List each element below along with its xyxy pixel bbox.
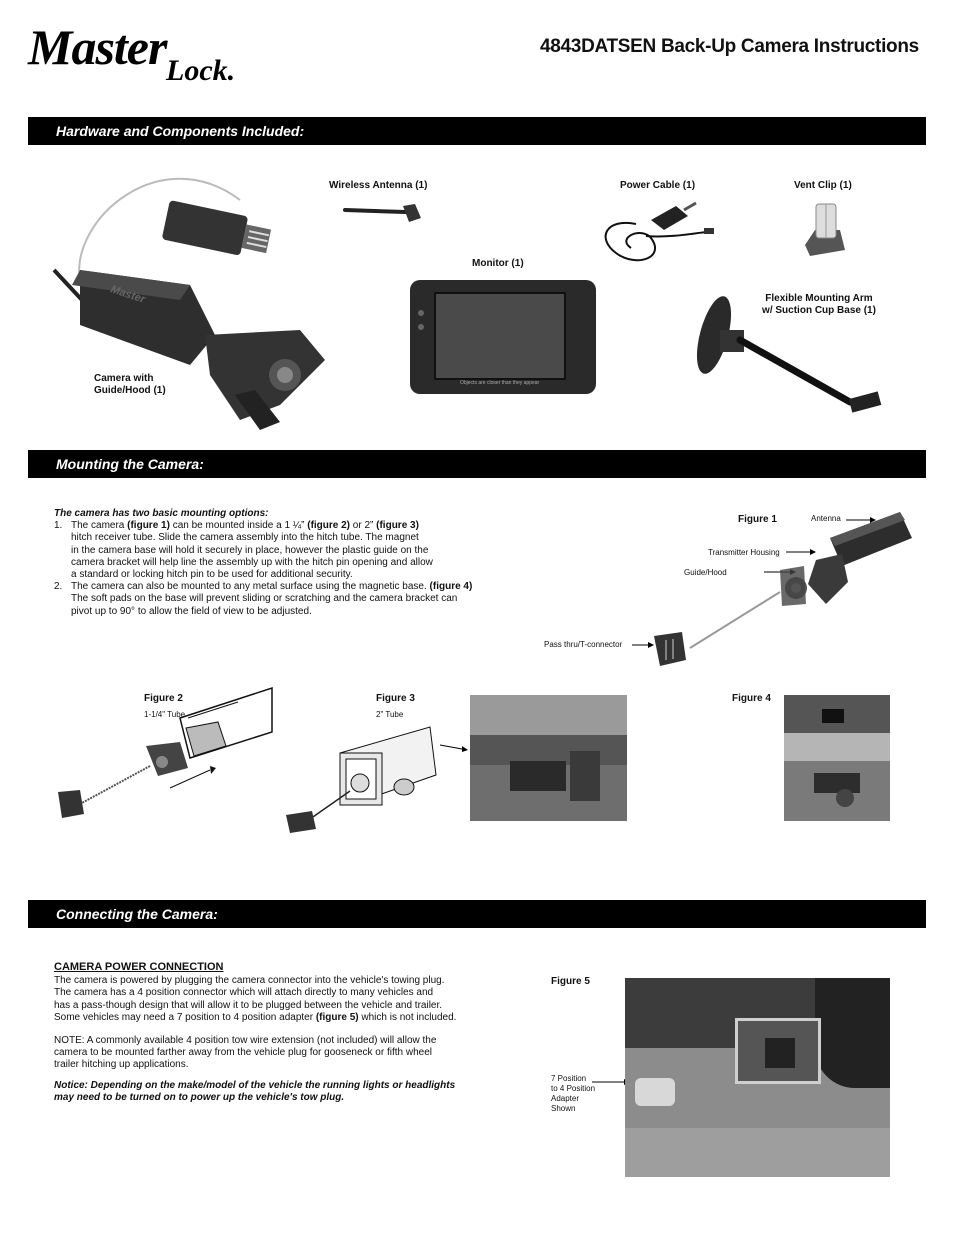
figure2-subtitle: 1-1/4" Tube [144,710,186,719]
figure2-illustration [50,686,275,826]
figure4-photo [784,695,890,821]
figure5-caption-line2: to 4 Position [551,1084,596,1093]
figure3-photo-bracket [570,751,600,801]
opt1-figure2-ref: (figure 2) [307,520,351,532]
antenna-label: Wireless Antenna (1) [329,180,428,191]
figure3-photo-bumper [470,695,627,735]
figure4-photo-bumper [784,733,890,761]
figure5-caption [551,1074,595,1114]
opt1-line5: a standard or locking hitch pin to be used for additional security. [71,569,353,581]
figure5-photo-tire [815,978,890,1088]
figure5-photo-ground [625,1128,890,1177]
mounting-option-2-num: 2. [54,581,63,593]
opt1-line2: hitch receiver tube. Slide the camera assembly into the hitch tube. The magnet [71,532,419,544]
connecting-notice-line1: Notice: Depending on the make/model of the vehicle the running lights or headlights [54,1079,456,1091]
figure4-photo-hitch [814,773,860,793]
opt1-text-b: can be mounted inside a 1 ¼” [169,520,308,532]
monitor-button-icon [418,310,424,316]
figure1-guide-label: Guide/Hood [684,568,727,577]
monitor-caption: Objects are closer than they appear [460,380,540,386]
section-title-connecting: Connecting the Camera: [56,906,218,922]
connecting-p2-line2: camera to be mounted farther away from the vehicle plug for gooseneck or fifth wheel [54,1047,432,1059]
vent-clip-label: Vent Clip (1) [794,180,852,191]
camera-label-line2: Guide/Hood (1) [94,385,166,396]
connecting-p1-line2: The camera has a 4 position connector which will attach directly to many vehicles and [54,987,434,999]
connecting-p1-line1: The camera is powered by plugging the camera connector into the vehicle's towing plug. [54,975,445,987]
connecting-p1-line3: has a pass-though design that will allow it to be plugged between the vehicle and trailer. [54,999,443,1011]
section-title-hardware: Hardware and Components Included: [56,123,305,139]
arm-illustration [690,290,890,430]
mounting-option-1 [54,520,534,581]
opt1-text-a: The camera [71,520,128,532]
figure1-transmitter-label: Transmitter Housing [708,548,780,557]
opt1-line4: camera bracket will help line the assembly up with the hitch pin opening and allow [71,556,433,568]
section-bar-hardware [28,117,926,145]
camera-label [94,373,166,397]
figure4-photo-ball [836,789,854,807]
figure2-title: Figure 2 [144,693,183,704]
section-bar-connecting [28,900,926,928]
connecting-notice-line2: may need to be turned on to power up the vehicle's tow plug. [54,1091,345,1103]
mounting-intro: The camera has two basic mounting options: [54,508,269,519]
mounting-instructions [54,508,534,618]
figure1-pass-label: Pass thru/T-connector [544,640,623,649]
camera-illustration [40,160,330,430]
camera-label-line1: Camera with [94,373,154,384]
figure5-photo-adapter [635,1078,675,1106]
arm-label-line2: w/ Suction Cup Base (1) [762,305,876,316]
opt1-text-c: or 2” [350,520,377,532]
connecting-figure5-ref: (figure 5) [315,1011,359,1023]
power-cable-illustration [596,198,720,268]
section-bar-mounting [28,450,926,478]
figure3-photo-hitch [510,761,566,791]
opt2-figure4-ref: (figure 4) [429,581,473,593]
opt2-line2: The soft pads on the base will prevent sliding or scratching and the camera bracket can [71,593,458,605]
connecting-p1-line4c: which is not included. [358,1011,457,1023]
mounting-option-2 [54,581,534,618]
figure3-photo [470,695,627,821]
opt1-figure1-ref: (figure 1) [127,520,170,532]
opt1-line3: in the camera base will hold it securely in place, however the plastic guide on the [71,544,429,556]
arm-label-line1: Flexible Mounting Arm [765,293,873,304]
figure5-caption-line4: Shown [551,1104,576,1113]
connecting-p1-line4a: Some vehicles may need a 7 position to 4 position adapter [54,1011,316,1023]
monitor-illustration [410,280,596,394]
figure1-antenna-label: Antenna [811,514,841,523]
opt2-line3: pivot up to 90° to allow the field of view to be adjusted. [71,605,312,617]
connecting-heading: CAMERA POWER CONNECTION [54,961,224,973]
figure5-caption-line1: 7 Position [551,1074,587,1083]
power-cable-label: Power Cable (1) [620,180,696,191]
antenna-illustration [343,200,423,228]
vent-clip-illustration [800,200,850,260]
figure4-title: Figure 4 [732,693,771,704]
figure5-photo [625,978,890,1177]
figure3-subtitle: 2" Tube [376,710,404,719]
figure3-illustration [280,725,470,835]
brand-logo-master: Master [28,19,167,75]
connecting-p2-line1: NOTE: A commonly available 4 position tow wire extension (not included) will allow the [54,1035,437,1047]
opt1-figure3-ref: (figure 3) [376,520,419,532]
connecting-p2-line3: trailer hitching up applications. [54,1059,189,1071]
figure3-title: Figure 3 [376,693,415,704]
figure5-caption-line3: Adapter [551,1094,580,1103]
monitor-screen [434,292,566,380]
brand-logo-lock: Lock. [166,54,236,87]
figure5-title: Figure 5 [551,976,590,987]
mounting-option-1-num: 1. [54,520,63,532]
figure1-illustration [630,508,920,678]
figure5-photo-connector [765,1038,795,1068]
monitor-label: Monitor (1) [472,258,524,269]
document-title: 4843DATSEN Back-Up Camera Instructions [540,36,919,57]
figure1-title: Figure 1 [738,514,777,525]
svg-text:Master: Master [109,283,147,306]
connecting-instructions [54,961,524,1104]
section-title-mounting: Mounting the Camera: [56,456,204,472]
figure4-photo-camera [822,709,844,723]
opt2-text-a: The camera can also be mounted to any metal surface using the magnetic base. [71,581,430,593]
monitor-button-icon [418,324,424,330]
